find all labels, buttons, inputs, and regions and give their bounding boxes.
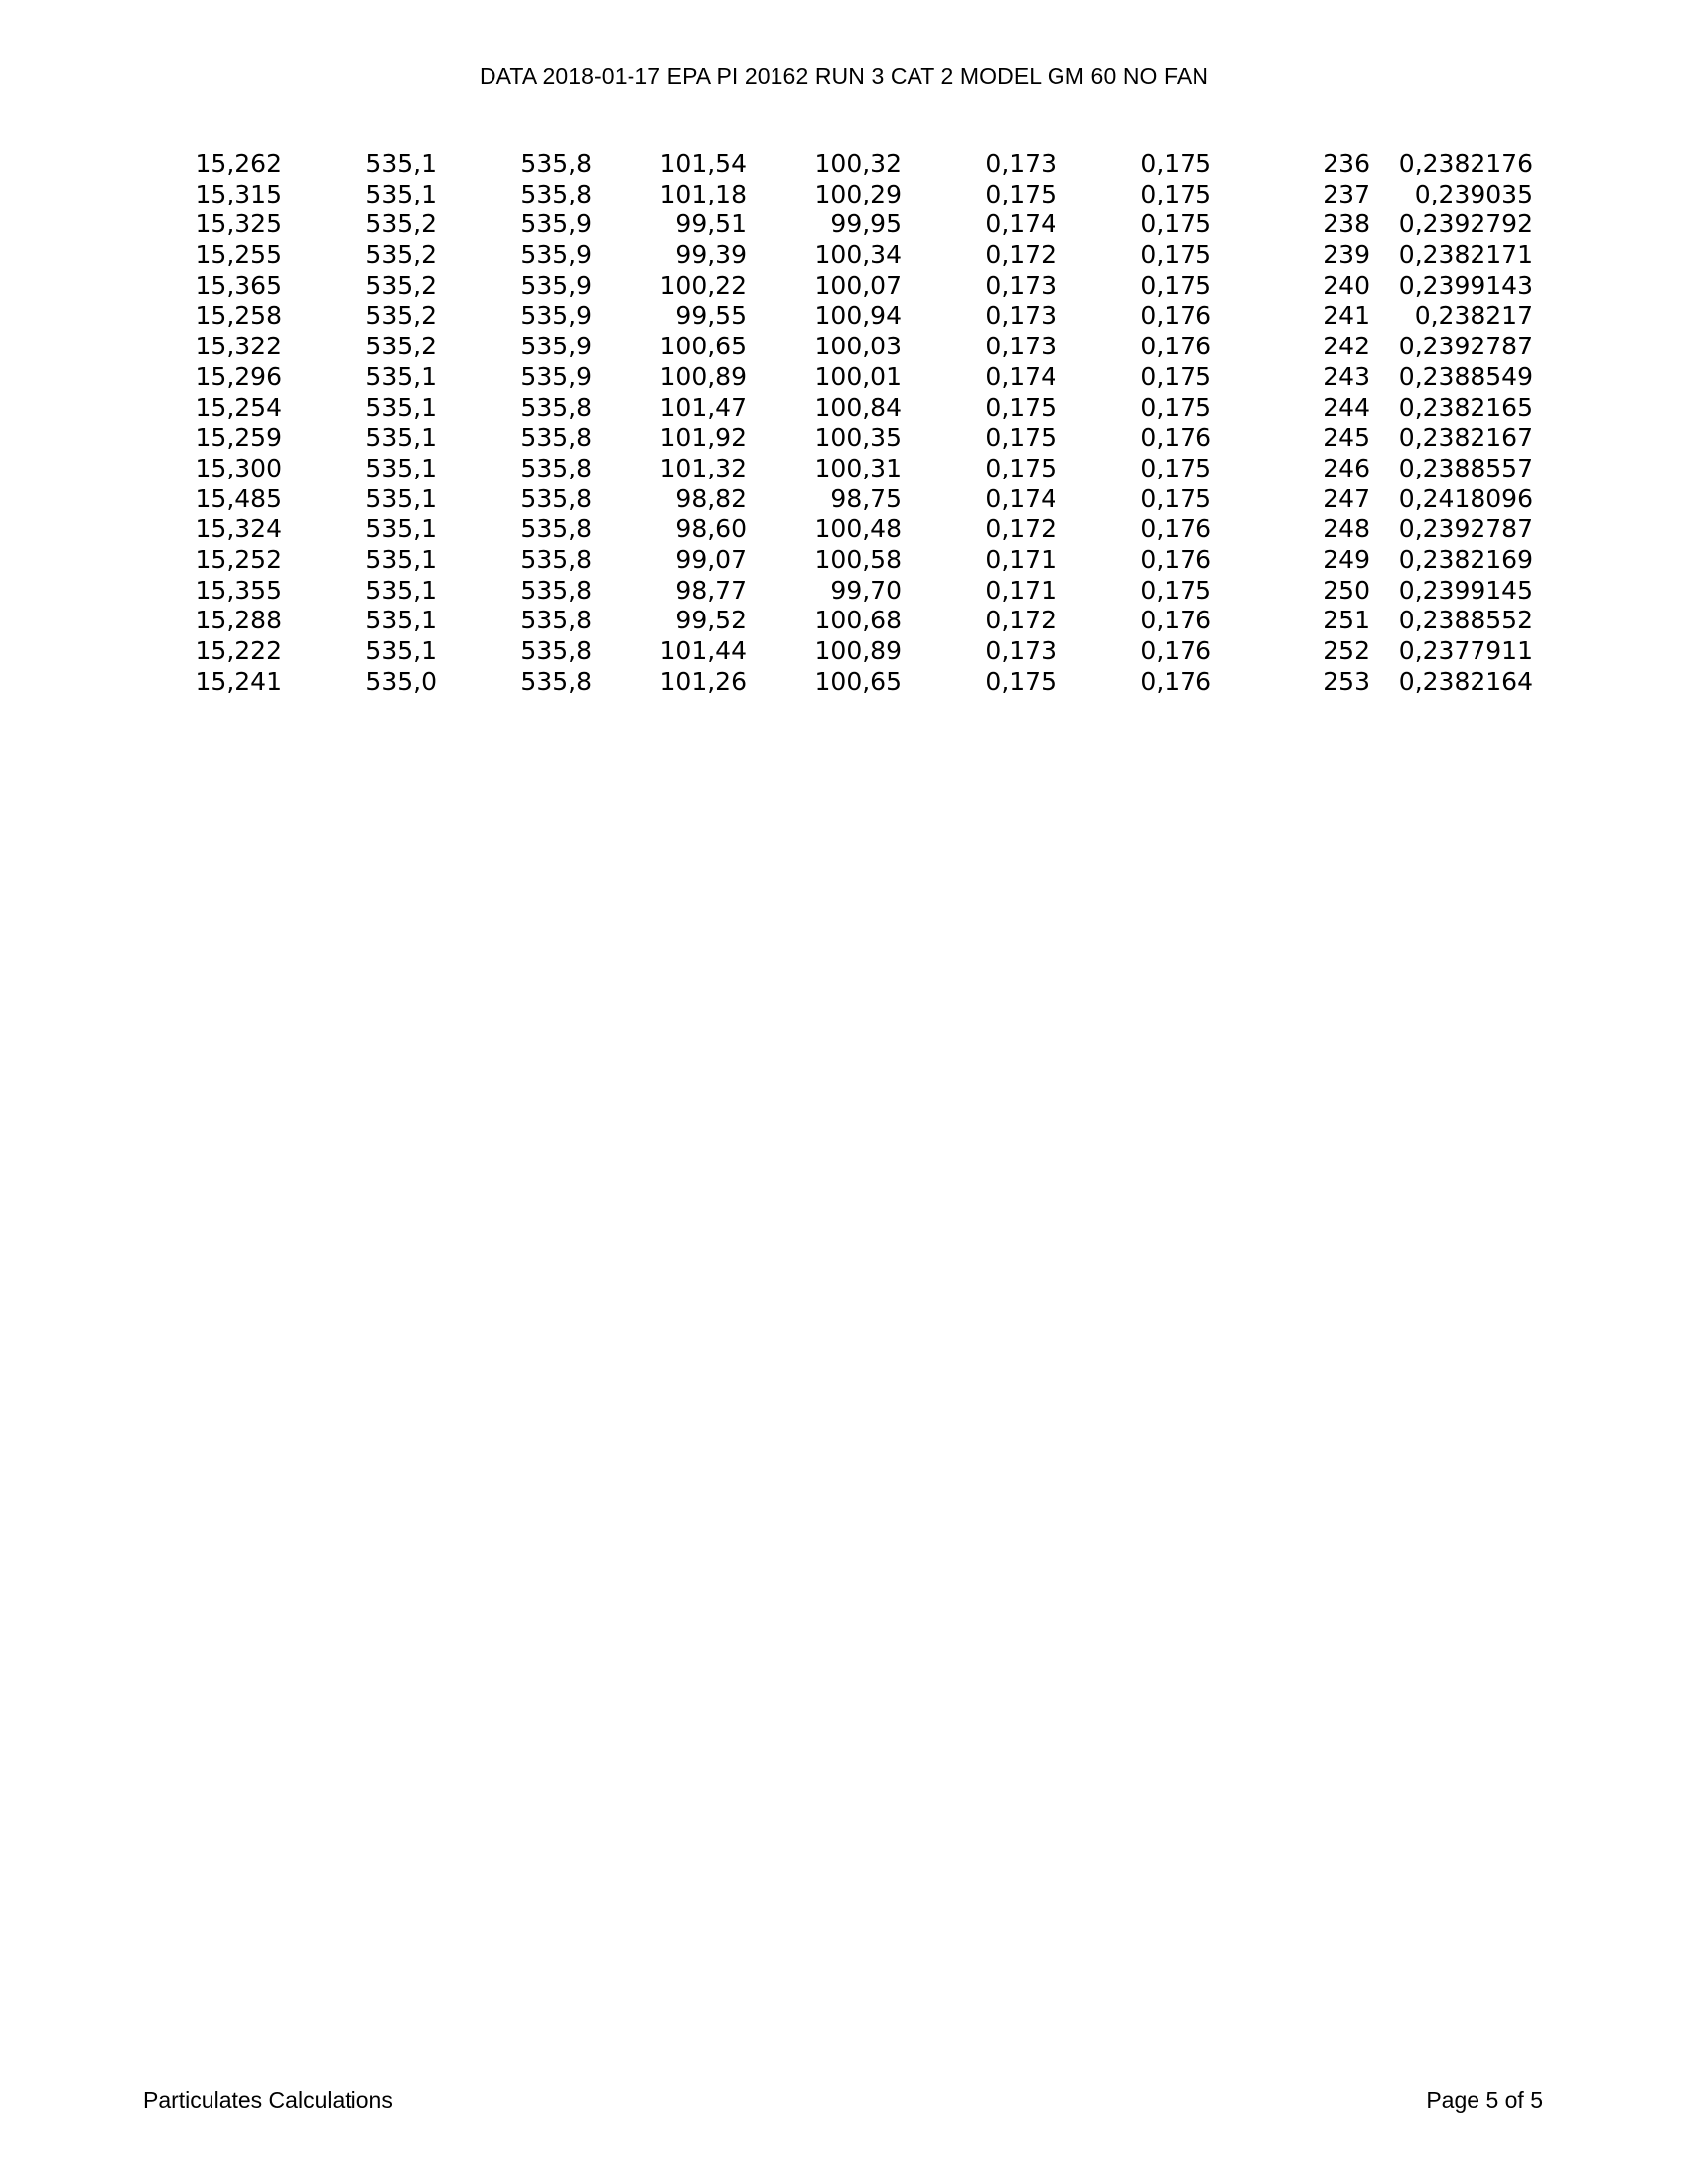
table-cell: 98,82 bbox=[675, 483, 747, 513]
table-cell: 15,258 bbox=[195, 301, 282, 331]
table-cell: 100,07 bbox=[814, 270, 902, 300]
table-cell: 0,173 bbox=[985, 636, 1056, 665]
table-cell: 240 bbox=[1323, 270, 1370, 300]
table-cell: 0,2392787 bbox=[1398, 332, 1533, 361]
table-cell: 15,355 bbox=[195, 575, 282, 605]
table-cell: 98,75 bbox=[830, 483, 902, 513]
table-cell: 0,176 bbox=[1140, 606, 1211, 635]
table-cell: 100,34 bbox=[814, 240, 902, 270]
table-cell: 0,175 bbox=[1140, 149, 1211, 178]
table-cell: 0,171 bbox=[985, 544, 1056, 574]
table-cell: 0,172 bbox=[985, 606, 1056, 635]
table-cell: 0,175 bbox=[1140, 240, 1211, 270]
table-cell: 100,35 bbox=[814, 423, 902, 453]
table-cell: 535,1 bbox=[365, 392, 437, 422]
table-cell: 0,2382165 bbox=[1398, 392, 1533, 422]
table-cell: 99,51 bbox=[675, 209, 747, 239]
table-cell: 0,172 bbox=[985, 514, 1056, 544]
table-cell: 99,39 bbox=[675, 240, 747, 270]
table-cell: 247 bbox=[1323, 483, 1370, 513]
table-cell: 99,07 bbox=[675, 544, 747, 574]
table-cell: 15,241 bbox=[195, 666, 282, 696]
table-cell: 98,77 bbox=[675, 575, 747, 605]
table-cell: 0,175 bbox=[1140, 270, 1211, 300]
table-cell: 0,172 bbox=[985, 240, 1056, 270]
table-cell: 535,8 bbox=[520, 575, 592, 605]
table-cell: 100,89 bbox=[814, 636, 902, 665]
table-cell: 0,175 bbox=[985, 453, 1056, 482]
table-cell: 535,8 bbox=[520, 606, 592, 635]
table-cell: 239 bbox=[1323, 240, 1370, 270]
table-cell: 100,22 bbox=[659, 270, 747, 300]
table-cell: 0,176 bbox=[1140, 514, 1211, 544]
table-cell: 535,8 bbox=[520, 392, 592, 422]
table-cell: 535,2 bbox=[365, 332, 437, 361]
table-cell: 236 bbox=[1323, 149, 1370, 178]
table-cell: 535,8 bbox=[520, 453, 592, 482]
table-cell: 0,173 bbox=[985, 332, 1056, 361]
table-row bbox=[0, 271, 1688, 302]
table-cell: 0,175 bbox=[1140, 575, 1211, 605]
table-cell: 535,9 bbox=[520, 361, 592, 391]
table-row bbox=[0, 576, 1688, 607]
footer-document-name: Particulates Calculations bbox=[143, 2087, 393, 2113]
table-cell: 15,325 bbox=[195, 209, 282, 239]
table-cell: 0,239035 bbox=[1414, 179, 1533, 208]
table-cell: 15,259 bbox=[195, 423, 282, 453]
table-cell: 0,173 bbox=[985, 149, 1056, 178]
data-table bbox=[0, 149, 1688, 697]
table-cell: 0,176 bbox=[1140, 301, 1211, 331]
table-cell: 0,2377911 bbox=[1398, 636, 1533, 665]
table-row bbox=[0, 332, 1688, 362]
table-cell: 535,0 bbox=[365, 666, 437, 696]
table-cell: 101,44 bbox=[659, 636, 747, 665]
table-cell: 100,31 bbox=[814, 453, 902, 482]
table-cell: 0,175 bbox=[985, 179, 1056, 208]
table-cell: 535,9 bbox=[520, 209, 592, 239]
table-cell: 0,2392792 bbox=[1398, 209, 1533, 239]
table-cell: 15,300 bbox=[195, 453, 282, 482]
table-cell: 535,8 bbox=[520, 666, 592, 696]
table-cell: 101,54 bbox=[659, 149, 747, 178]
table-cell: 15,288 bbox=[195, 606, 282, 635]
table-cell: 0,2399143 bbox=[1398, 270, 1533, 300]
table-row bbox=[0, 484, 1688, 515]
table-cell: 15,222 bbox=[195, 636, 282, 665]
table-cell: 100,65 bbox=[659, 332, 747, 361]
table-cell: 0,238217 bbox=[1414, 301, 1533, 331]
table-cell: 0,175 bbox=[1140, 453, 1211, 482]
table-cell: 0,2418096 bbox=[1398, 483, 1533, 513]
table-row bbox=[0, 240, 1688, 271]
table-row bbox=[0, 636, 1688, 667]
table-cell: 0,2382176 bbox=[1398, 149, 1533, 178]
table-cell: 535,8 bbox=[520, 636, 592, 665]
table-row bbox=[0, 667, 1688, 698]
table-cell: 0,171 bbox=[985, 575, 1056, 605]
table-cell: 100,84 bbox=[814, 392, 902, 422]
table-cell: 243 bbox=[1323, 361, 1370, 391]
table-cell: 238 bbox=[1323, 209, 1370, 239]
table-cell: 535,9 bbox=[520, 270, 592, 300]
table-cell: 99,95 bbox=[830, 209, 902, 239]
table-cell: 0,173 bbox=[985, 270, 1056, 300]
table-cell: 15,262 bbox=[195, 149, 282, 178]
table-cell: 535,1 bbox=[365, 423, 437, 453]
table-cell: 15,315 bbox=[195, 179, 282, 208]
table-cell: 535,1 bbox=[365, 514, 437, 544]
table-cell: 0,175 bbox=[1140, 179, 1211, 208]
footer-page-number: Page 5 of 5 bbox=[1426, 2087, 1543, 2113]
table-row bbox=[0, 514, 1688, 545]
table-cell: 100,32 bbox=[814, 149, 902, 178]
table-cell: 15,485 bbox=[195, 483, 282, 513]
table-cell: 244 bbox=[1323, 392, 1370, 422]
table-cell: 100,48 bbox=[814, 514, 902, 544]
table-cell: 252 bbox=[1323, 636, 1370, 665]
table-cell: 100,65 bbox=[814, 666, 902, 696]
table-cell: 535,8 bbox=[520, 149, 592, 178]
table-cell: 535,2 bbox=[365, 240, 437, 270]
page-title: DATA 2018-01-17 EPA PI 20162 RUN 3 CAT 2 MODEL GM 60 NO FAN bbox=[479, 64, 1209, 89]
table-cell: 0,176 bbox=[1140, 544, 1211, 574]
table-cell: 535,9 bbox=[520, 240, 592, 270]
table-cell: 101,92 bbox=[659, 423, 747, 453]
table-cell: 100,58 bbox=[814, 544, 902, 574]
table-cell: 15,322 bbox=[195, 332, 282, 361]
table-cell: 242 bbox=[1323, 332, 1370, 361]
table-cell: 0,2382164 bbox=[1398, 666, 1533, 696]
table-cell: 535,1 bbox=[365, 361, 437, 391]
table-row bbox=[0, 362, 1688, 393]
table-cell: 251 bbox=[1323, 606, 1370, 635]
table-cell: 100,29 bbox=[814, 179, 902, 208]
table-cell: 101,47 bbox=[659, 392, 747, 422]
table-cell: 535,1 bbox=[365, 179, 437, 208]
table-cell: 535,8 bbox=[520, 179, 592, 208]
table-row bbox=[0, 393, 1688, 424]
table-row bbox=[0, 301, 1688, 332]
table-cell: 535,1 bbox=[365, 636, 437, 665]
table-cell: 15,255 bbox=[195, 240, 282, 270]
table-cell: 100,03 bbox=[814, 332, 902, 361]
table-row bbox=[0, 454, 1688, 484]
table-cell: 0,174 bbox=[985, 361, 1056, 391]
table-cell: 535,9 bbox=[520, 301, 592, 331]
table-cell: 0,175 bbox=[1140, 483, 1211, 513]
table-cell: 0,2388549 bbox=[1398, 361, 1533, 391]
table-cell: 100,68 bbox=[814, 606, 902, 635]
table-cell: 535,8 bbox=[520, 514, 592, 544]
table-cell: 249 bbox=[1323, 544, 1370, 574]
table-cell: 101,26 bbox=[659, 666, 747, 696]
table-row bbox=[0, 149, 1688, 180]
table-cell: 0,175 bbox=[1140, 209, 1211, 239]
table-cell: 0,175 bbox=[985, 666, 1056, 696]
table-cell: 15,365 bbox=[195, 270, 282, 300]
table-cell: 253 bbox=[1323, 666, 1370, 696]
table-row bbox=[0, 545, 1688, 576]
table-cell: 535,1 bbox=[365, 149, 437, 178]
table-cell: 535,8 bbox=[520, 423, 592, 453]
table-cell: 0,174 bbox=[985, 209, 1056, 239]
table-cell: 248 bbox=[1323, 514, 1370, 544]
table-cell: 0,176 bbox=[1140, 636, 1211, 665]
table-cell: 0,175 bbox=[1140, 361, 1211, 391]
table-row bbox=[0, 209, 1688, 240]
table-cell: 535,2 bbox=[365, 270, 437, 300]
table-cell: 100,01 bbox=[814, 361, 902, 391]
table-cell: 0,175 bbox=[985, 423, 1056, 453]
table-cell: 0,2388552 bbox=[1398, 606, 1533, 635]
table-cell: 535,2 bbox=[365, 301, 437, 331]
table-cell: 0,176 bbox=[1140, 423, 1211, 453]
table-cell: 0,2382167 bbox=[1398, 423, 1533, 453]
table-cell: 99,52 bbox=[675, 606, 747, 635]
table-cell: 535,1 bbox=[365, 483, 437, 513]
table-cell: 101,18 bbox=[659, 179, 747, 208]
table-cell: 100,89 bbox=[659, 361, 747, 391]
table-cell: 0,2399145 bbox=[1398, 575, 1533, 605]
table-cell: 99,70 bbox=[830, 575, 902, 605]
table-cell: 0,176 bbox=[1140, 332, 1211, 361]
table-cell: 0,175 bbox=[985, 392, 1056, 422]
table-cell: 15,324 bbox=[195, 514, 282, 544]
table-cell: 98,60 bbox=[675, 514, 747, 544]
table-row bbox=[0, 423, 1688, 454]
table-cell: 100,94 bbox=[814, 301, 902, 331]
table-cell: 535,9 bbox=[520, 332, 592, 361]
table-cell: 0,174 bbox=[985, 483, 1056, 513]
table-cell: 535,1 bbox=[365, 575, 437, 605]
table-cell: 246 bbox=[1323, 453, 1370, 482]
table-row bbox=[0, 180, 1688, 210]
table-cell: 245 bbox=[1323, 423, 1370, 453]
table-cell: 250 bbox=[1323, 575, 1370, 605]
table-cell: 535,2 bbox=[365, 209, 437, 239]
table-cell: 0,175 bbox=[1140, 392, 1211, 422]
table-cell: 0,176 bbox=[1140, 666, 1211, 696]
table-cell: 0,2382169 bbox=[1398, 544, 1533, 574]
table-cell: 535,8 bbox=[520, 483, 592, 513]
table-cell: 101,32 bbox=[659, 453, 747, 482]
table-cell: 535,8 bbox=[520, 544, 592, 574]
table-cell: 15,252 bbox=[195, 544, 282, 574]
table-cell: 535,1 bbox=[365, 606, 437, 635]
table-cell: 15,296 bbox=[195, 361, 282, 391]
table-cell: 99,55 bbox=[675, 301, 747, 331]
table-cell: 0,2388557 bbox=[1398, 453, 1533, 482]
table-cell: 0,2392787 bbox=[1398, 514, 1533, 544]
table-cell: 237 bbox=[1323, 179, 1370, 208]
table-cell: 535,1 bbox=[365, 453, 437, 482]
table-cell: 241 bbox=[1323, 301, 1370, 331]
table-cell: 0,173 bbox=[985, 301, 1056, 331]
table-cell: 15,254 bbox=[195, 392, 282, 422]
table-cell: 535,1 bbox=[365, 544, 437, 574]
table-cell: 0,2382171 bbox=[1398, 240, 1533, 270]
table-row bbox=[0, 606, 1688, 636]
